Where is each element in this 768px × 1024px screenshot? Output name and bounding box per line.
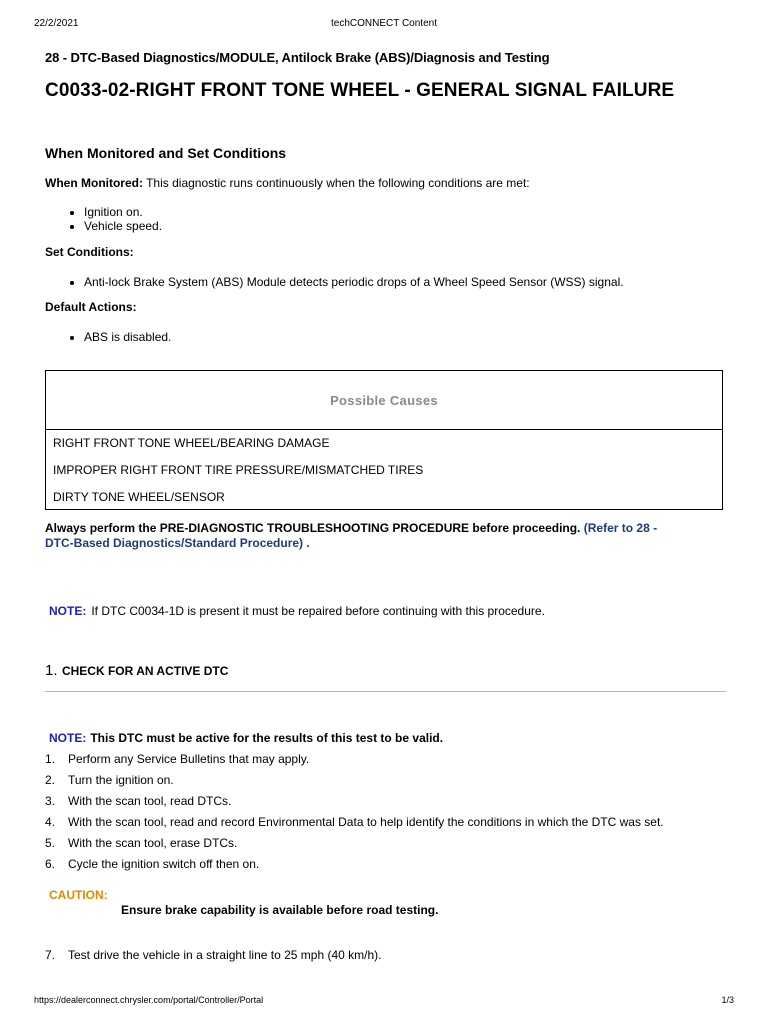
- possible-causes-header: Possible Causes: [46, 371, 722, 430]
- list-item: 7. Test drive the vehicle in a straight line to 25 mph (40 km/h).: [45, 948, 382, 962]
- list-item: 4. With the scan tool, read and record Environmental Data to help identify the conditions in which the DTC was set.: [45, 815, 664, 829]
- print-header-title: techCONNECT Content: [331, 18, 437, 29]
- set-conditions-list: [45, 275, 624, 289]
- section-heading: When Monitored and Set Conditions: [45, 145, 287, 161]
- table-row: IMPROPER RIGHT FRONT TIRE PRESSURE/MISMATCHED TIRES: [53, 463, 424, 477]
- pre-diagnostic-instruction: [45, 521, 725, 551]
- note-label: NOTE:: [49, 731, 87, 745]
- list-item: • Anti-lock Brake System (ABS) Module detects periodic drops of a Wheel Speed Sensor (WSS) signal.: [84, 275, 624, 289]
- procedure-reference-link[interactable]: (Refer to 28 - DTC-Based Diagnostics/Standard Procedure): [45, 521, 658, 550]
- when-monitored-label: When Monitored:: [45, 176, 143, 190]
- divider: [45, 691, 726, 692]
- print-date: 22/2/2021: [34, 18, 79, 29]
- breadcrumb: 28 - DTC-Based Diagnostics/MODULE, Antilock Brake (ABS)/Diagnosis and Testing: [45, 50, 550, 65]
- list-item: 2. Turn the ignition on.: [45, 773, 174, 787]
- step-heading: [45, 662, 228, 680]
- set-conditions-label: Set Conditions:: [45, 245, 134, 259]
- list-item: 6. Cycle the ignition switch off then on.: [45, 857, 260, 871]
- note-dtc-c0034: [49, 604, 545, 618]
- default-actions-label: Default Actions:: [45, 300, 137, 314]
- caution-text: Ensure brake capability is available before road testing.: [121, 903, 439, 917]
- list-item: 1. Perform any Service Bulletins that may apply.: [45, 752, 310, 766]
- list-item: 5. With the scan tool, erase DTCs.: [45, 836, 238, 850]
- list-item: • Ignition on.: [84, 205, 162, 219]
- note-text: If DTC C0034-1D is present it must be repaired before continuing with this procedure.: [91, 604, 545, 618]
- pre-diagnostic-suffix: .: [303, 536, 310, 550]
- note-dtc-active: [49, 731, 443, 745]
- table-row: RIGHT FRONT TONE WHEEL/BEARING DAMAGE: [53, 436, 330, 450]
- procedure-steps: [45, 752, 664, 878]
- table-row: DIRTY TONE WHEEL/SENSOR: [53, 490, 225, 504]
- page-number: 1/3: [721, 995, 734, 1005]
- page-title: C0033-02-RIGHT FRONT TONE WHEEL - GENERAL SIGNAL FAILURE: [45, 80, 675, 101]
- default-actions-list: [45, 330, 171, 344]
- when-monitored-text: This diagnostic runs continuously when the following conditions are met:: [142, 176, 530, 190]
- print-footer-url: https://dealerconnect.chrysler.com/portal/Controller/Portal: [34, 995, 264, 1005]
- pre-diagnostic-text: Always perform the PRE-DIAGNOSTIC TROUBLESHOOTING PROCEDURE before proceeding.: [45, 521, 584, 535]
- note-label: NOTE:: [49, 604, 87, 618]
- list-item: 3. With the scan tool, read DTCs.: [45, 794, 232, 808]
- when-monitored-line: [45, 176, 530, 190]
- when-monitored-list: [45, 205, 162, 233]
- list-item: • Vehicle speed.: [84, 219, 162, 233]
- procedure-steps-continued: [45, 948, 381, 969]
- note-text: This DTC must be active for the results of this test to be valid.: [90, 731, 444, 745]
- step-title: CHECK FOR AN ACTIVE DTC: [61, 664, 229, 678]
- caution-label: CAUTION:: [49, 888, 108, 902]
- list-item: • ABS is disabled.: [84, 330, 171, 344]
- possible-causes-table: [45, 370, 723, 510]
- step-number: 1.: [45, 662, 58, 679]
